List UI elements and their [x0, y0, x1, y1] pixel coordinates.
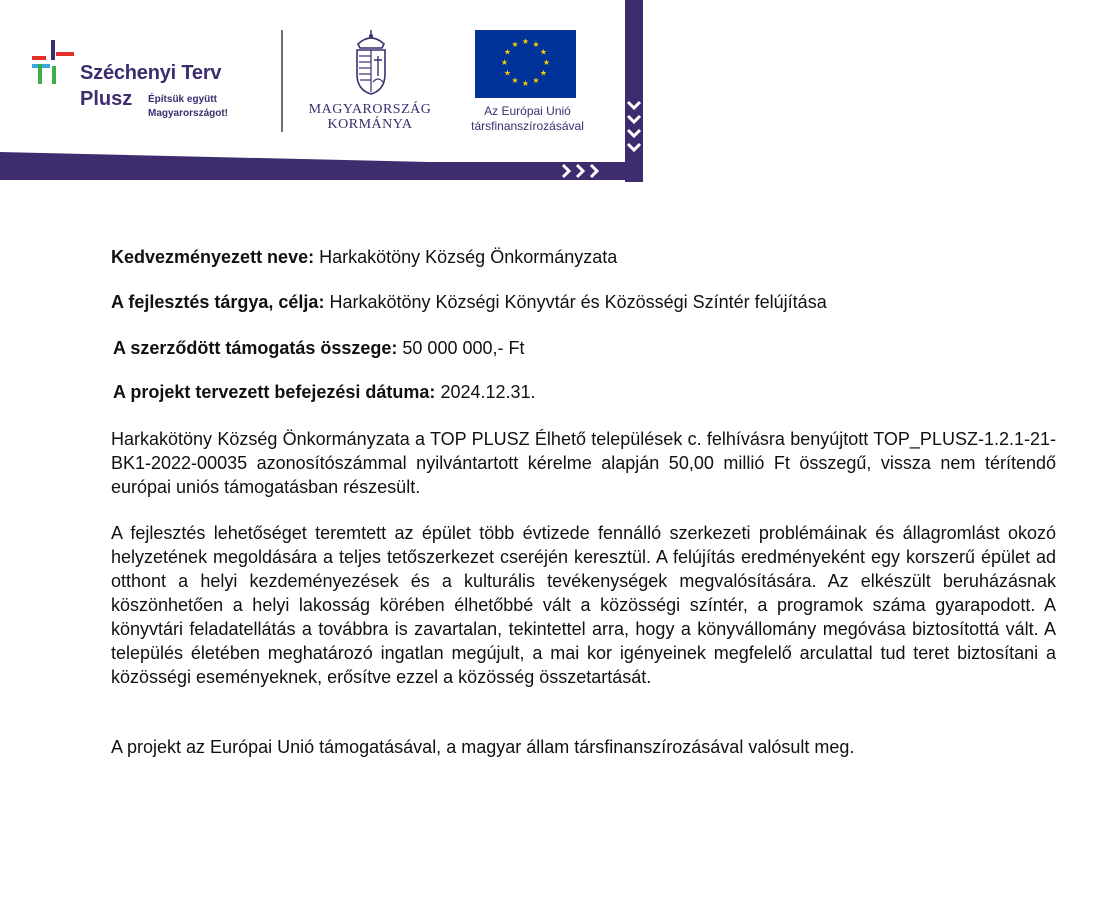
svg-text:★: ★ [532, 40, 540, 49]
eu-line2: társfinanszírozásával [471, 119, 584, 133]
beneficiary-label: Kedvezményezett neve: [111, 247, 315, 267]
svg-text:★: ★ [511, 76, 519, 85]
subject-label: A fejlesztés tárgya, célja: [111, 292, 325, 312]
svg-text:★: ★ [511, 40, 519, 49]
svg-text:★: ★ [500, 58, 509, 67]
svg-text:★: ★ [503, 47, 512, 57]
end-date-field [113, 382, 536, 403]
logo-divider [281, 30, 283, 132]
paragraph-grant-summary: Harkakötöny Község Önkormányzata a TOP PLUSZ Élhető települések c. felhívásra benyújtott TOP_PLUSZ-1.2.1-21-BK1-2022-00035 azonosítószámmal nyilvántartott kérelme alapján 50,00 millió Ft összegű, vissza nem térítendő európai uniós támogatásban részesült. [111, 429, 1056, 497]
paragraph-funding-statement: A projekt az Európai Unió támogatásával, a magyar állam társfinanszírozásával valósult meg. [111, 737, 855, 757]
end-date-value: 2024.12.31. [440, 382, 536, 402]
subject-field [111, 292, 827, 313]
government-line2: KORMÁNYA [327, 117, 413, 132]
chevron-down-decoration-icon [625, 98, 643, 158]
end-date-label: A projekt tervezett befejezési dátuma: [113, 382, 436, 402]
svg-text:★: ★ [539, 68, 548, 78]
svg-text:★: ★ [542, 58, 551, 67]
szechenyi-title: Széchenyi Terv [80, 62, 222, 84]
eu-line1: Az Európai Unió [484, 104, 571, 118]
szechenyi-cross-logo-icon [30, 38, 76, 90]
svg-text:★: ★ [503, 68, 512, 78]
szechenyi-slogan-line2: Magyarországot! [148, 108, 229, 119]
svg-text:★: ★ [532, 76, 540, 85]
chevron-right-decoration-icon [557, 162, 621, 180]
subject-value: Harkakötöny Községi Könyvtár és Közösségi Színtér felújítása [329, 292, 827, 312]
eu-flag-icon [475, 30, 576, 98]
beneficiary-field [111, 247, 617, 268]
szechenyi-slogan [148, 93, 228, 121]
szechenyi-slogan-line1: Építsük együtt [148, 94, 217, 105]
header-banner [0, 0, 645, 182]
szechenyi-plusz: Plusz [80, 88, 133, 110]
svg-text:★: ★ [521, 37, 530, 46]
coat-of-arms-icon [348, 30, 394, 96]
amount-field [113, 338, 525, 359]
paragraph-project-description: A fejlesztés lehetőséget teremtett az épület több évtizede fennálló szerkezeti problémáinak és állagromlást okozó helyzetének megoldására a teljes tetőszerkezet cseréjén keresztül. A felújítás eredményeként egy korszerű épület ad otthont a helyi kezdeményezések és a kulturális tevékenységek megvalósítására. Az elkészült beruházásnak köszönhetően a helyi lakosság körében élhetőbbé vált a közösségi színtér, a programok száma gyarapodott. A könyvtári feladatellátás a továbbra is zavartalan, tekintettel arra, hogy a könyvállomány megóvása biztosítottá vált. A település életében meghatározó ingatlan megújult, a mai kor igényeinek megfelelő arculattal tud teret biztosítani a közösségi eseményeknek, erősítve ezzel a közösség összetartását. [111, 523, 1056, 687]
svg-text:★: ★ [539, 47, 548, 57]
government-line1: MAGYARORSZÁG [308, 102, 432, 117]
svg-text:★: ★ [521, 79, 530, 88]
beneficiary-value: Harkakötöny Község Önkormányzata [319, 247, 618, 267]
amount-value: 50 000 000,- Ft [402, 338, 525, 358]
amount-label: A szerződött támogatás összege: [113, 338, 398, 358]
